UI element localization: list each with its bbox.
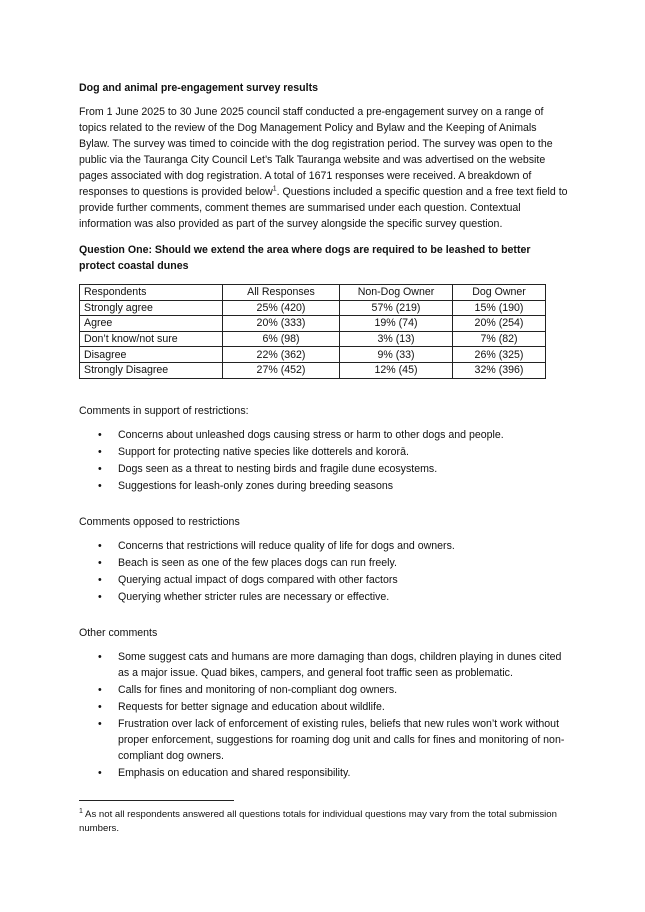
question-one-heading: Question One: Should we extend the area where dogs are required to be leashed to better protect coastal dunes xyxy=(79,244,531,272)
list-item xyxy=(79,555,569,571)
bullet-icon: • xyxy=(98,428,102,441)
table-cell: 3% (13) xyxy=(340,331,453,347)
bullet-icon: • xyxy=(98,590,102,603)
list-item-text: Calls for fines and monitoring of non-compliant dog owners. xyxy=(118,683,398,696)
results-table xyxy=(79,284,546,379)
other-comments-list xyxy=(79,649,569,781)
table-cell: 26% (325) xyxy=(453,347,546,363)
table-cell: Don’t know/not sure xyxy=(80,331,223,347)
opposed-comments-heading: Comments opposed to restrictions xyxy=(79,515,240,528)
list-item xyxy=(79,699,569,715)
list-item xyxy=(79,444,569,460)
table-header-cell: Dog Owner xyxy=(453,285,546,301)
table-cell: 57% (219) xyxy=(340,300,453,316)
table-cell: 9% (33) xyxy=(340,347,453,363)
intro-text-end: . Questions included a specific question and a free text field to provide further comments, comment themes are summarised under each question. Contextual information was also provided as part of the survey alongside the specific survey question. xyxy=(79,186,568,230)
list-item xyxy=(79,765,569,781)
table-cell: 27% (452) xyxy=(223,362,340,378)
list-item-text: Beach is seen as one of the few places dogs can run freely. xyxy=(118,556,397,569)
table-header-cell: Non-Dog Owner xyxy=(340,285,453,301)
bullet-icon: • xyxy=(98,479,102,492)
table-cell: Agree xyxy=(80,316,223,332)
table-row xyxy=(80,362,546,378)
list-item-text: Frustration over lack of enforcement of existing rules, beliefs that new rules won’t work without proper enforcement, suggestions for roaming dog unit and calls for fines and monitoring of non-compliant dog owners. xyxy=(118,717,565,762)
list-item xyxy=(79,538,569,554)
table-header-cell: All Responses xyxy=(223,285,340,301)
bullet-icon: • xyxy=(98,556,102,569)
list-item-text: Concerns about unleashed dogs causing stress or harm to other dogs and people. xyxy=(118,428,504,441)
other-comments-heading: Other comments xyxy=(79,626,158,639)
footnote-reference: 1 xyxy=(272,185,277,193)
footnote-divider xyxy=(79,800,234,801)
table-row xyxy=(80,331,546,347)
table-header-cell: Respondents xyxy=(80,285,223,301)
table-row xyxy=(80,316,546,332)
footnote xyxy=(79,808,559,836)
bullet-icon: • xyxy=(98,650,102,663)
footnote-text: As not all respondents answered all questions totals for individual questions may vary from the total submission numbers. xyxy=(79,809,557,834)
table-cell: 32% (396) xyxy=(453,362,546,378)
list-item-text: Querying whether stricter rules are necessary or effective. xyxy=(118,590,390,603)
footnote-mark: 1 xyxy=(79,807,83,815)
list-item xyxy=(79,716,569,764)
bullet-icon: • xyxy=(98,683,102,696)
bullet-icon: • xyxy=(98,717,102,730)
table-cell: 19% (74) xyxy=(340,316,453,332)
intro-paragraph xyxy=(79,104,569,232)
list-item-text: Some suggest cats and humans are more damaging than dogs, children playing in dunes cited as a major issue. Quad bikes, campers, and general foot traffic seen as problematic. xyxy=(118,650,562,679)
list-item xyxy=(79,649,569,681)
document-body xyxy=(79,80,569,782)
table-cell: Disagree xyxy=(80,347,223,363)
bullet-icon: • xyxy=(98,573,102,586)
table-row xyxy=(80,347,546,363)
list-item-text: Dogs seen as a threat to nesting birds and fragile dune ecosystems. xyxy=(118,462,438,475)
table-cell: 20% (254) xyxy=(453,316,546,332)
list-item xyxy=(79,572,569,588)
table-cell: 15% (190) xyxy=(453,300,546,316)
table-row xyxy=(80,300,546,316)
bullet-icon: • xyxy=(98,539,102,552)
table-cell: 12% (45) xyxy=(340,362,453,378)
opposed-comments-list xyxy=(79,538,569,605)
intro-text-start: From 1 June 2025 to 30 June 2025 council staff conducted a pre-engagement survey on a range of topics related to the review of the Dog Management Policy and Bylaw and the Keeping of Animals Bylaw. The survey was timed to coincide with the dog registration period. The survey was open to the public via the Tauranga City Council Let’s Talk Tauranga website and was advertised on the website pages associated with dog registration. A total of 1671 responses were received. A breakdown of responses to questions is provided below xyxy=(79,106,553,198)
bullet-icon: • xyxy=(98,445,102,458)
table-cell: Strongly Disagree xyxy=(80,362,223,378)
list-item-text: Emphasis on education and shared responsibility. xyxy=(118,766,351,779)
bullet-icon: • xyxy=(98,700,102,713)
table-cell: Strongly agree xyxy=(80,300,223,316)
list-item xyxy=(79,478,569,494)
bullet-icon: • xyxy=(98,766,102,779)
support-comments-list xyxy=(79,427,569,494)
document-title: Dog and animal pre-engagement survey results xyxy=(79,82,319,94)
list-item-text: Concerns that restrictions will reduce quality of life for dogs and owners. xyxy=(118,539,455,552)
list-item-text: Querying actual impact of dogs compared with other factors xyxy=(118,573,398,586)
table-cell: 7% (82) xyxy=(453,331,546,347)
list-item xyxy=(79,427,569,443)
support-comments-heading: Comments in support of restrictions: xyxy=(79,404,249,417)
list-item-text: Requests for better signage and education about wildlife. xyxy=(118,700,385,713)
table-header-row xyxy=(80,285,546,301)
list-item xyxy=(79,589,569,605)
list-item xyxy=(79,461,569,477)
list-item-text: Suggestions for leash-only zones during breeding seasons xyxy=(118,479,394,492)
table-cell: 6% (98) xyxy=(223,331,340,347)
table-cell: 22% (362) xyxy=(223,347,340,363)
bullet-icon: • xyxy=(98,462,102,475)
table-cell: 25% (420) xyxy=(223,300,340,316)
list-item-text: Support for protecting native species like dotterels and kororā. xyxy=(118,445,409,458)
list-item xyxy=(79,682,569,698)
table-cell: 20% (333) xyxy=(223,316,340,332)
